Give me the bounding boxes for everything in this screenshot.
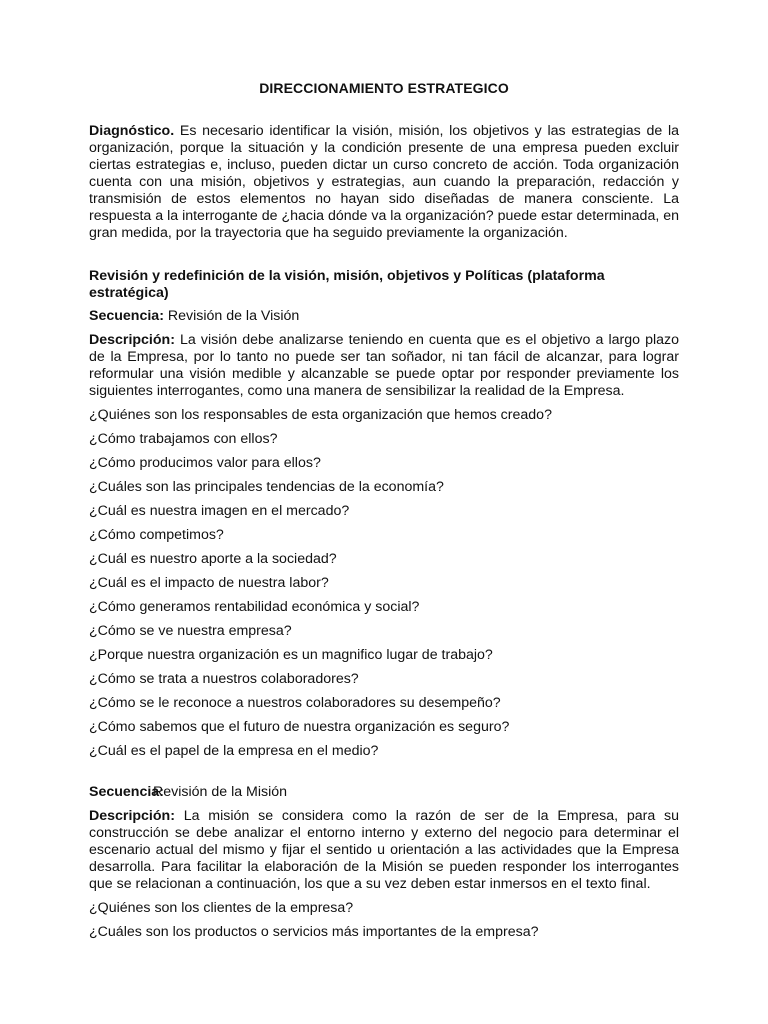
mision-seq-label: Secuencia: xyxy=(89,784,164,800)
diagnostico-text: Es necesario identificar la visión, misión, los objetivos y las estrategias de la organización, porque la situación y la condición presente de una empresa pueden excluir ciertas estrategias e, incluso, pueden dictar un curso concreto de acción. Toda organización cuenta con una misión, objetivos y estrategias, aun cuando la preparación, redacción y transmisión de estos elementos no hayan sido diseñadas de manera consciente. La respuesta a la interrogante de ¿hacia dónde va la organización? puede estar determinada, en gran medida, por la trayectoria que ha seguido previamente la organización. xyxy=(89,123,679,241)
list-item: ¿Cuál es el papel de la empresa en el medio? xyxy=(89,743,379,759)
document-title: DIRECCIONAMIENTO ESTRATEGICO xyxy=(259,80,509,96)
list-item: ¿Cuál es nuestra imagen en el mercado? xyxy=(89,503,350,519)
list-item: ¿Cómo sabemos que el futuro de nuestra organización es seguro? xyxy=(89,719,510,735)
list-item: ¿Cómo se ve nuestra empresa? xyxy=(89,623,292,639)
list-item: ¿Cuál es nuestro aporte a la sociedad? xyxy=(89,551,337,567)
vision-sequence xyxy=(89,308,679,325)
mision-desc-label: Descripción: xyxy=(89,808,175,824)
mision-questions xyxy=(89,900,679,941)
list-item: ¿Quiénes son los clientes de la empresa? xyxy=(89,900,354,916)
diagnostico-paragraph xyxy=(89,123,679,242)
list-item: ¿Porque nuestra organización es un magnifico lugar de trabajo? xyxy=(89,647,493,663)
mision-desc-text: La misión se considera como la razón de ser de la Empresa, para su construcción se debe analizar el entorno interno y externo del negocio para determinar el escenario actual del mismo y fijar el sentido u orientación a las actividades que la Empresa desarrolla. Para facilitar la elaboración de la Misión se pueden responder los interrogantes que se relacionan a continuación, los que a su vez deben estar inmersos en el texto final. xyxy=(89,808,679,892)
list-item: ¿Cómo producimos valor para ellos? xyxy=(89,455,321,471)
vision-desc-label: Descripción: xyxy=(89,332,175,348)
list-item: ¿Cuáles son los productos o servicios más importantes de la empresa? xyxy=(89,924,539,940)
vision-questions xyxy=(89,407,679,760)
vision-description xyxy=(89,332,679,400)
spacer xyxy=(89,767,679,784)
list-item: ¿Cuáles son las principales tendencias de la economía? xyxy=(89,479,444,495)
mision-description xyxy=(89,808,679,893)
list-item: ¿Cuál es el impacto de nuestra labor? xyxy=(89,575,329,591)
list-item: ¿Cómo se le reconoce a nuestros colaboradores su desempeño? xyxy=(89,695,501,711)
diagnostico-label: Diagnóstico. xyxy=(89,123,175,139)
vision-seq-label: Secuencia: xyxy=(89,308,164,324)
mision-seq-value: Revisión de la Misión xyxy=(153,784,288,800)
vision-seq-value: Revisión de la Visión xyxy=(163,308,300,324)
vision-desc-text: La visión debe analizarse teniendo en cuenta que es el objetivo a largo plazo de la Empresa, por lo tanto no puede ser tan soñador, ni tan fácil de alcanzar, para lograr reformular una visión medible y alcanzable se puede optar por responder previamente los siguientes interrogantes, como una manera de sensibilizar la realidad de la Empresa. xyxy=(89,332,679,399)
list-item: ¿Cómo se trata a nuestros colaboradores? xyxy=(89,671,359,687)
mision-sequence xyxy=(89,784,679,801)
list-item: ¿Cómo competimos? xyxy=(89,527,224,543)
list-item: ¿Cómo generamos rentabilidad económica y social? xyxy=(89,599,420,615)
list-item: ¿Cómo trabajamos con ellos? xyxy=(89,431,278,447)
section-heading: Revisión y redefinición de la visión, misión, objetivos y Políticas (plataforma estratégica) xyxy=(89,268,605,301)
list-item: ¿Quiénes son los responsables de esta organización que hemos creado? xyxy=(89,407,552,423)
